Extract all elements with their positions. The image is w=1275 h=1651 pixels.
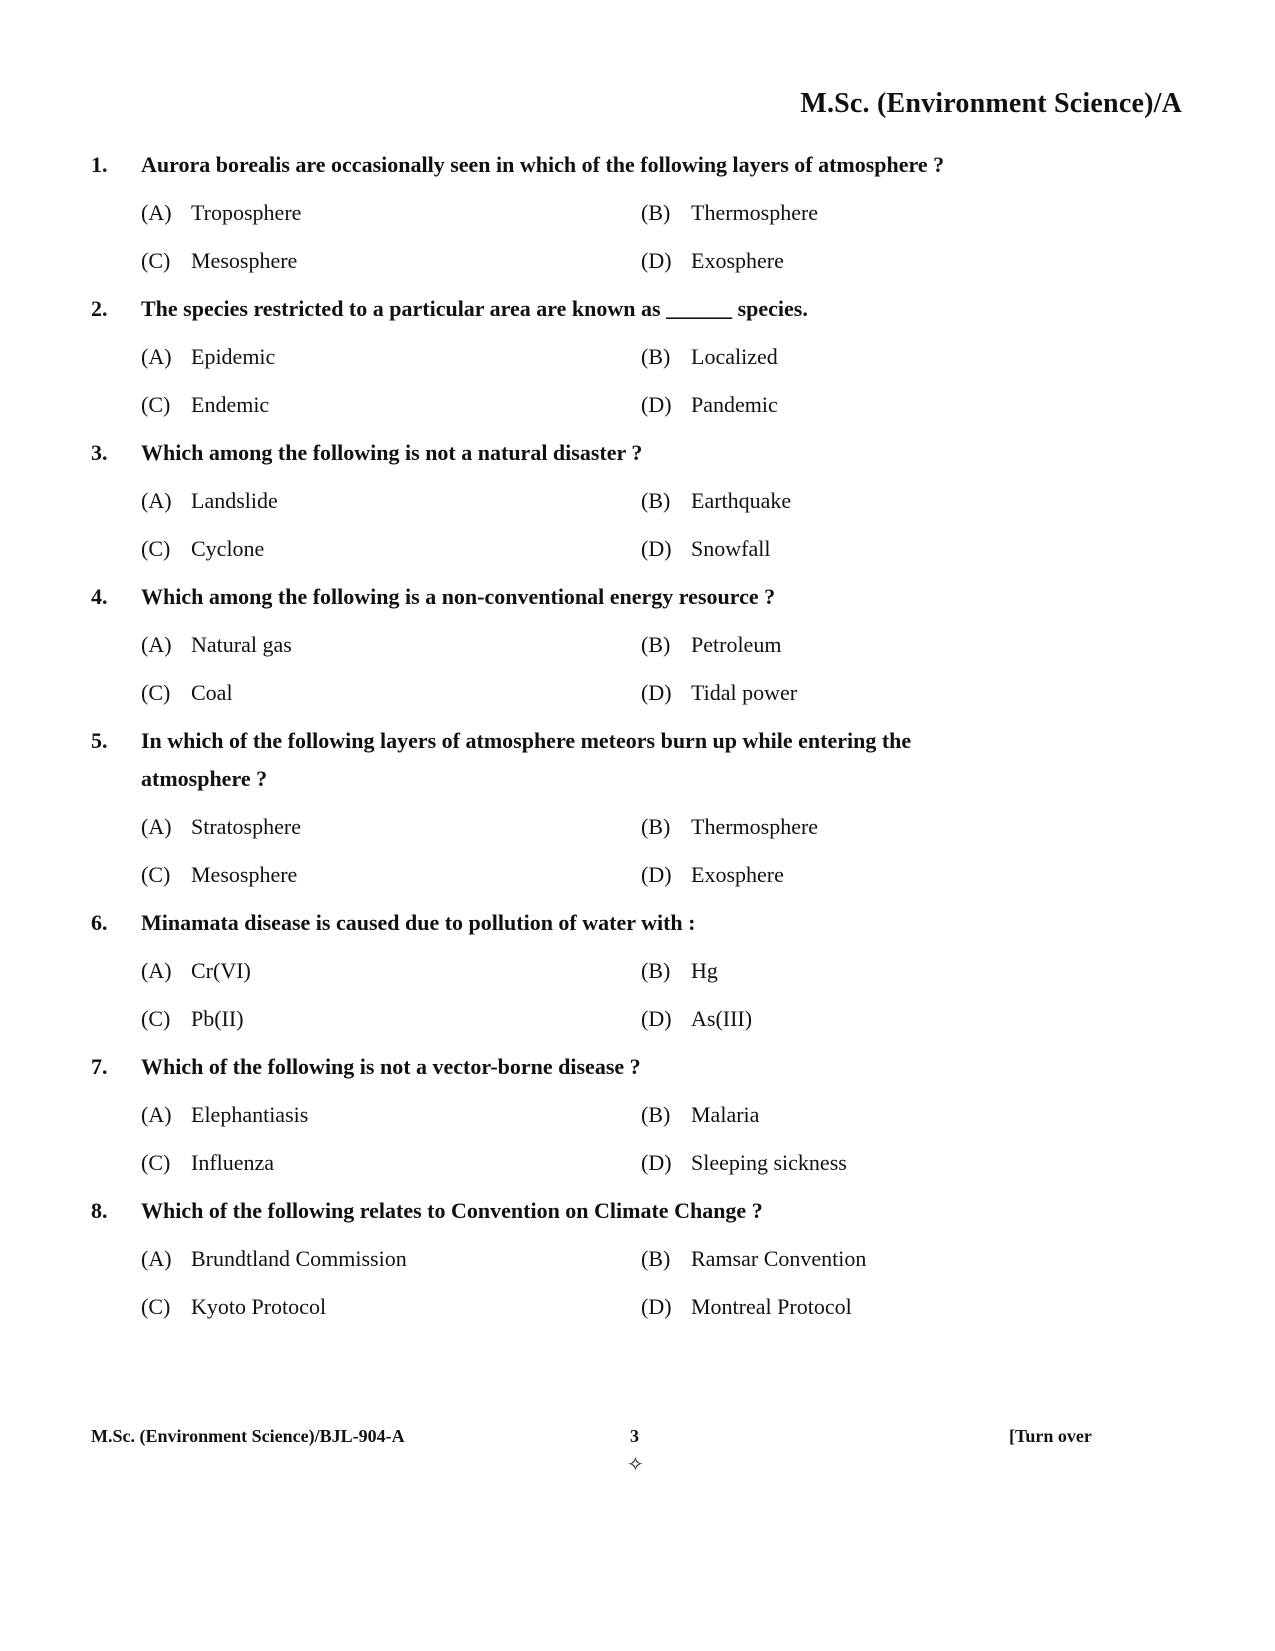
question-text: The species restricted to a particular area are known as ______ species. — [141, 296, 808, 321]
option-a — [141, 626, 641, 664]
option-d — [641, 1288, 1141, 1326]
option-text: Cr(VI) — [191, 958, 251, 983]
option-letter: (D) — [641, 248, 672, 273]
option-text: Mesosphere — [191, 248, 298, 273]
option-letter: (B) — [641, 200, 671, 225]
option-text: Thermosphere — [691, 814, 819, 839]
option-text: Exosphere — [691, 248, 784, 273]
option-letter: (D) — [641, 1294, 672, 1319]
question-3 — [91, 434, 1181, 568]
option-d — [641, 242, 1141, 280]
option-text: Brundtland Commission — [191, 1246, 407, 1271]
option-letter: (D) — [641, 1006, 672, 1031]
option-letter: (B) — [641, 488, 671, 513]
question-number: 8. — [91, 1198, 108, 1223]
option-letter: (D) — [641, 392, 672, 417]
option-d — [641, 530, 1141, 568]
option-letter: (B) — [641, 958, 671, 983]
option-letter: (B) — [641, 814, 671, 839]
option-text: Hg — [691, 958, 718, 983]
option-text: Tidal power — [691, 680, 798, 705]
question-number: 4. — [91, 584, 108, 609]
option-letter: (D) — [641, 680, 672, 705]
question-6 — [91, 904, 1181, 1038]
option-b — [641, 194, 1141, 232]
option-text: Snowfall — [691, 536, 771, 561]
option-c — [141, 1288, 641, 1326]
option-text: Thermosphere — [691, 200, 819, 225]
option-letter: (D) — [641, 862, 672, 887]
option-letter: (A) — [141, 488, 172, 513]
option-c — [141, 1144, 641, 1182]
option-c — [141, 1000, 641, 1038]
option-text: Mesosphere — [191, 862, 298, 887]
option-letter: (D) — [641, 536, 672, 561]
question-8 — [91, 1192, 1181, 1326]
option-a — [141, 482, 641, 520]
option-text: Epidemic — [191, 344, 276, 369]
option-text: Sleeping sickness — [691, 1150, 847, 1175]
option-letter: (A) — [141, 1246, 172, 1271]
footer-paper-code: M.Sc. (Environment Science)/BJL-904-A — [91, 1426, 405, 1446]
question-2 — [91, 290, 1181, 424]
option-text: Pandemic — [691, 392, 778, 417]
option-letter: (B) — [641, 1246, 671, 1271]
question-4 — [91, 578, 1181, 712]
option-letter: (A) — [141, 344, 172, 369]
option-letter: (A) — [141, 814, 172, 839]
option-a — [141, 952, 641, 990]
question-number: 2. — [91, 296, 108, 321]
option-a — [141, 1240, 641, 1278]
question-number: 6. — [91, 910, 108, 935]
option-text: Natural gas — [191, 632, 292, 657]
option-letter: (A) — [141, 958, 172, 983]
star-mark-icon: ✧ — [627, 1454, 644, 1476]
option-text: Elephantiasis — [191, 1102, 309, 1127]
option-c — [141, 674, 641, 712]
question-list — [91, 146, 1181, 1336]
page-header-title: M.Sc. (Environment Science)/A — [800, 88, 1182, 119]
option-b — [641, 952, 1141, 990]
option-letter: (C) — [141, 1006, 171, 1031]
option-b — [641, 482, 1141, 520]
option-letter: (A) — [141, 200, 172, 225]
question-number: 1. — [91, 152, 108, 177]
option-letter: (C) — [141, 862, 171, 887]
option-c — [141, 856, 641, 894]
option-text: Ramsar Convention — [691, 1246, 867, 1271]
option-letter: (B) — [641, 632, 671, 657]
option-text: Landslide — [191, 488, 278, 513]
option-c — [141, 386, 641, 424]
option-a — [141, 194, 641, 232]
option-text: Kyoto Protocol — [191, 1294, 327, 1319]
question-number: 5. — [91, 728, 108, 753]
page-number: 3 — [630, 1426, 639, 1446]
option-letter: (D) — [641, 1150, 672, 1175]
option-letter: (B) — [641, 1102, 671, 1127]
option-letter: (C) — [141, 680, 171, 705]
option-text: Pb(II) — [191, 1006, 244, 1031]
question-1 — [91, 146, 1181, 280]
question-text: Which of the following is not a vector-borne disease ? — [141, 1054, 641, 1079]
option-d — [641, 386, 1141, 424]
option-text: Troposphere — [191, 200, 302, 225]
option-letter: (B) — [641, 344, 671, 369]
option-letter: (C) — [141, 248, 171, 273]
option-text: Petroleum — [691, 632, 782, 657]
turn-over-note: [Turn over — [1009, 1426, 1092, 1446]
option-text: Earthquake — [691, 488, 792, 513]
option-d — [641, 1000, 1141, 1038]
option-text: Stratosphere — [191, 814, 301, 839]
option-d — [641, 856, 1141, 894]
option-d — [641, 1144, 1141, 1182]
question-text: Minamata disease is caused due to pollution of water with : — [141, 910, 696, 935]
option-b — [641, 626, 1141, 664]
option-letter: (A) — [141, 632, 172, 657]
option-text: Montreal Protocol — [691, 1294, 852, 1319]
question-text: Which of the following relates to Convention on Climate Change ? — [141, 1198, 763, 1223]
option-text: Malaria — [691, 1102, 760, 1127]
question-text: Which among the following is not a natural disaster ? — [141, 440, 643, 465]
question-text: Which among the following is a non-conventional energy resource ? — [141, 584, 776, 609]
option-b — [641, 338, 1141, 376]
question-text: In which of the following layers of atmosphere meteors burn up while entering the atmosphere ? — [141, 728, 912, 791]
question-number: 3. — [91, 440, 108, 465]
option-letter: (A) — [141, 1102, 172, 1127]
option-a — [141, 1096, 641, 1134]
option-text: Coal — [191, 680, 233, 705]
option-c — [141, 242, 641, 280]
option-text: Exosphere — [691, 862, 784, 887]
option-text: Influenza — [191, 1150, 275, 1175]
option-d — [641, 674, 1141, 712]
option-c — [141, 530, 641, 568]
option-letter: (C) — [141, 1150, 171, 1175]
option-letter: (C) — [141, 1294, 171, 1319]
option-a — [141, 338, 641, 376]
option-text: Cyclone — [191, 536, 265, 561]
question-5 — [91, 722, 1181, 894]
option-b — [641, 808, 1141, 846]
question-7 — [91, 1048, 1181, 1182]
option-letter: (C) — [141, 536, 171, 561]
option-a — [141, 808, 641, 846]
option-text: As(III) — [691, 1006, 753, 1031]
question-text: Aurora borealis are occasionally seen in which of the following layers of atmosphere ? — [141, 152, 945, 177]
option-letter: (C) — [141, 392, 171, 417]
question-number: 7. — [91, 1054, 108, 1079]
option-b — [641, 1096, 1141, 1134]
option-b — [641, 1240, 1141, 1278]
option-text: Endemic — [191, 392, 270, 417]
option-text: Localized — [691, 344, 778, 369]
